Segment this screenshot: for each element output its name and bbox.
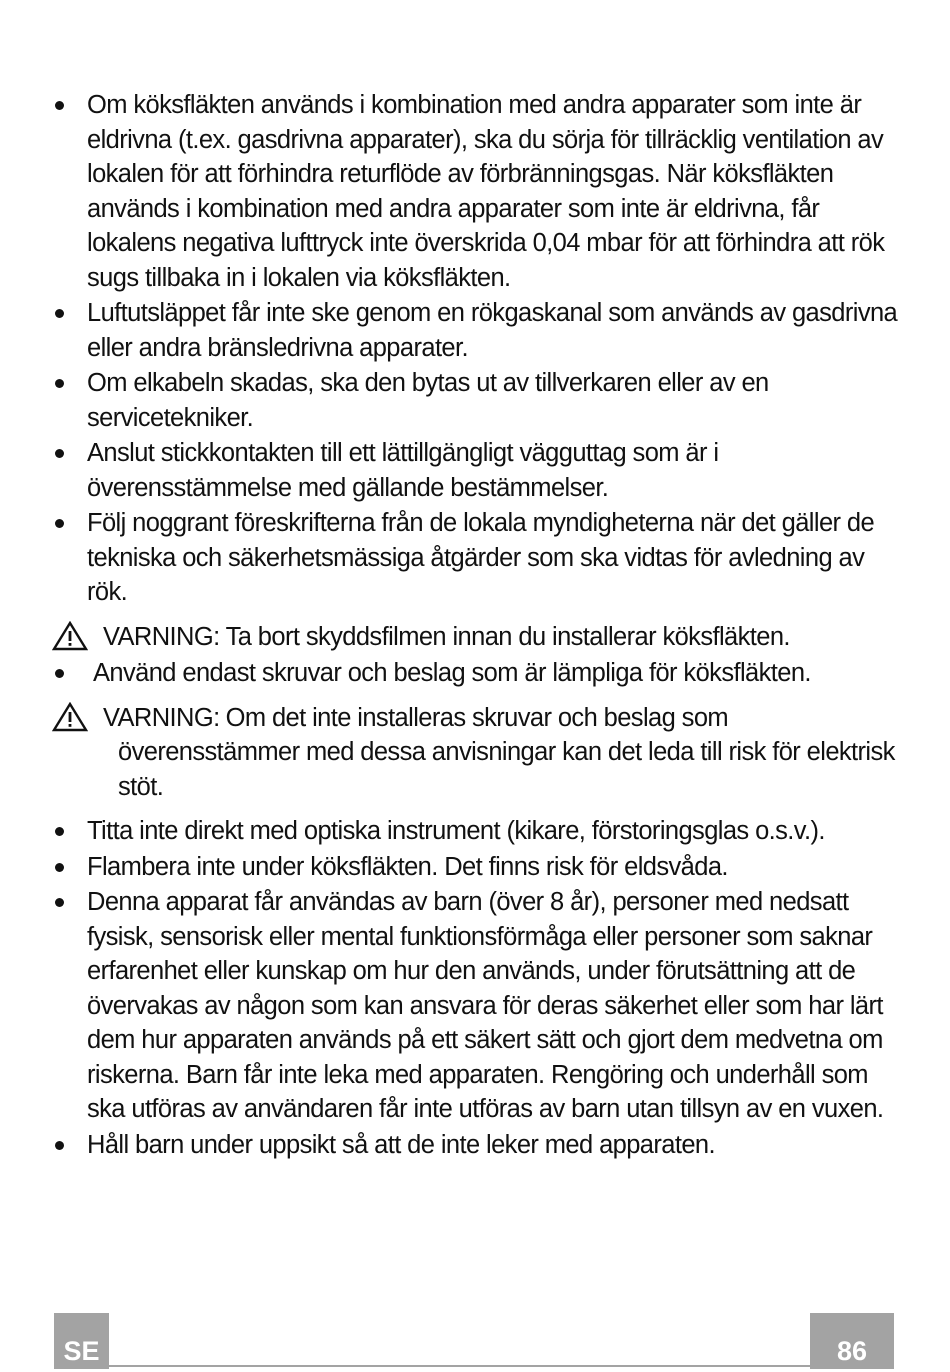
list-item [52, 885, 902, 1127]
list-item-text: Följ noggrant föreskrifterna från de lokala myndigheterna när det gäller de tekniska och säkerhetsmässiga åtgärder som ska vidtas för avledning av rök. [87, 509, 875, 606]
list-item-text: Håll barn under uppsikt så att de inte leker med apparaten. [87, 1130, 715, 1159]
bullet-dot-icon [55, 669, 64, 678]
list-item-text: Flambera inte under köksfläkten. Det finns risk för eldsvåda. [87, 852, 728, 881]
warning-note [52, 701, 902, 805]
list-item-text: Anslut stickkontakten till ett lättillgängligt vägguttag som är i överensstämmelse med gällande bestämmelser. [87, 439, 719, 502]
footer-divider [109, 1365, 810, 1367]
bullet-dot-icon [55, 519, 64, 528]
warning-note [52, 620, 902, 655]
list-item [52, 506, 902, 610]
list-item [52, 850, 902, 885]
bullet-dot-icon [55, 863, 64, 872]
list-item [52, 296, 902, 365]
warning-label: VARNING: [103, 622, 220, 651]
list-item-text: Denna apparat får användas av barn (över 8 år), personer med nedsatt fysisk, sensorisk eller mental funktionsförmåga eller personer som saknar erfarenhet eller kunskap om hur den används, under förutsättning att de övervakas av någon som kan ansvara för deras säkerhet eller som har lärt dem hur apparaten används på ett säkert sätt och gjort dem medvetna om riskerna. Barn får inte leka med apparaten. Rengöring och underhåll som ska utföras av användaren får inte utföras av barn utan tillsyn av en vuxen. [87, 888, 884, 1123]
list-item [52, 1128, 902, 1163]
warning-label: VARNING: [103, 703, 220, 732]
warning-text: Om det inte installeras skruvar och beslag som [225, 703, 729, 732]
list-item-text: Om köksfläkten används i kombination med andra apparater som inte är eldrivna (t.ex. gasdrivna apparater), ska du sörja för tillräcklig ventilation av lokalen för att förhindra returflöde av förbränningsgas. När köksfläkten används i kombination med andra apparater som inte är eldrivna, får lokalens negativa lufttryck inte överskrida 0,04 mbar för att förhindra att rök sugs tillbaka in i lokalen via köksfläkten. [87, 91, 885, 292]
bullet-dot-icon [55, 309, 64, 318]
list-item-text: Titta inte direkt med optiska instrument (kikare, förstoringsglas o.s.v.). [87, 817, 825, 845]
language-badge: SE [54, 1313, 109, 1369]
bullet-dot-icon [55, 379, 64, 388]
list-item [52, 366, 902, 435]
warning-triangle-icon [52, 621, 88, 651]
bullet-dot-icon [55, 1141, 64, 1150]
list-item [52, 436, 902, 505]
list-item-text: Luftutsläppet får inte ske genom en rökgaskanal som används av gasdrivna eller andra bränsledrivna apparater. [87, 299, 898, 362]
list-item [52, 88, 902, 295]
warning-text-continued: överensstämmer med dessa anvisningar kan det leda till risk för elektrisk stöt. [118, 738, 895, 801]
document-body [52, 88, 902, 1163]
warning-triangle-icon [52, 702, 88, 732]
bullet-dot-icon [55, 898, 64, 907]
bullet-dot-icon [55, 101, 64, 110]
list-item [52, 814, 902, 849]
bullet-dot-icon [55, 449, 64, 458]
bullet-dot-icon [55, 827, 64, 836]
list-item [52, 656, 902, 691]
list-item-text: Använd endast skruvar och beslag som är lämpliga för köksfläkten. [93, 659, 811, 687]
warning-text: Ta bort skyddsfilmen innan du installerar köksfläkten. [225, 622, 790, 651]
list-item-text: Om elkabeln skadas, ska den bytas ut av tillverkaren eller av en servicetekniker. [87, 369, 769, 432]
page-number: 86 [810, 1313, 894, 1369]
